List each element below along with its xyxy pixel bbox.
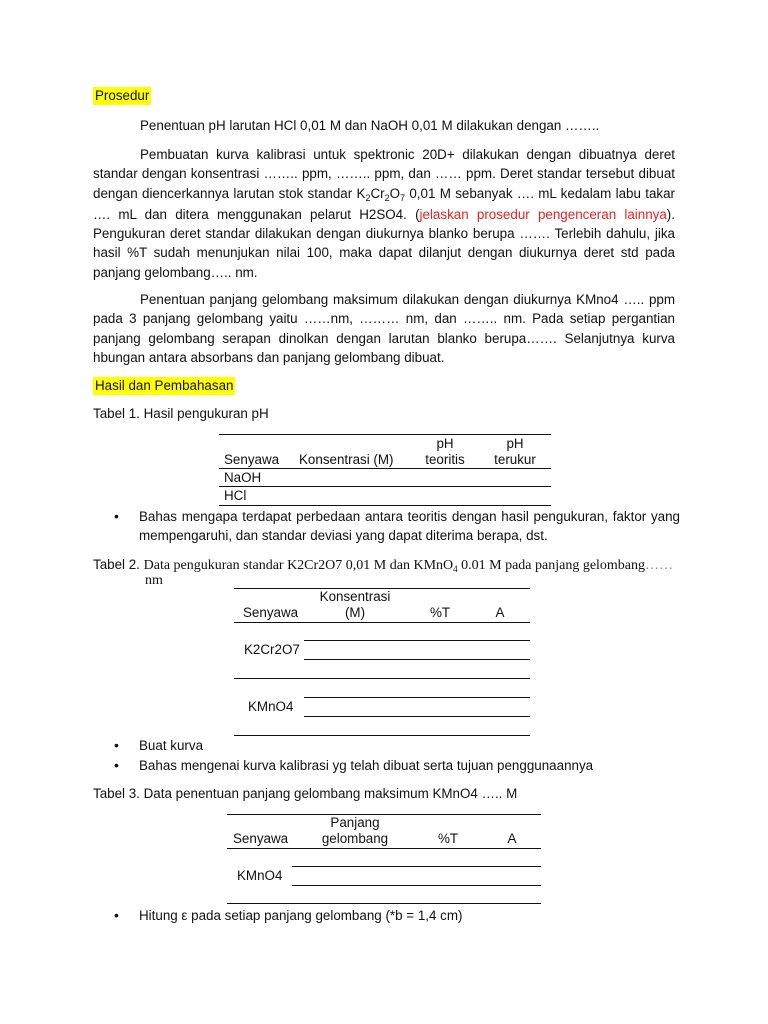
tabel1-row-hcl: HCl [224, 488, 247, 503]
tabel2-row-rule-4 [304, 716, 530, 717]
bullet-dot: • [114, 737, 119, 753]
tabel2-header-a: A [495, 605, 505, 620]
tabel3-row-kmno4: KMnO4 [237, 868, 283, 883]
tabel3-row-rule-2 [292, 885, 541, 886]
tabel3-header-senyawa: Senyawa [233, 831, 289, 846]
tabel3-header-panjang: Panjang [330, 815, 380, 830]
tabel1-row-naoh: NaOH [224, 470, 262, 485]
tabel1-header-terukur: terukur [494, 452, 536, 467]
tabel2-header-m: (M) [344, 605, 366, 620]
tabel3-header-gelombang: gelombang [321, 831, 389, 846]
tabel1-top-rule [219, 434, 551, 435]
bullet-dot: • [114, 508, 119, 524]
tabel2-group-rule [234, 678, 530, 679]
tabel1-caption: Tabel 1. Hasil pengukuran pH [93, 406, 269, 421]
tabel2-caption: Tabel 2. Data pengukuran standar K2Cr2O7 0,01 M dan KMnO$_4$ 0.01 M pada panjang gelombang…… [93, 557, 674, 574]
bullet-perbedaan: • Bahas mengapa terdapat perbedaan antara teoritis dengan hasil pengukuran, faktor yang mempengaruhi, dan standar deviasi yang dapat diterima berapa, dst. [114, 508, 680, 544]
tabel3-row-rule-1 [292, 866, 541, 867]
tabel2-header-rule [234, 622, 530, 623]
paragraph-kalibrasi: Pembuatan kurva kalibrasi untuk spektronic 20D+ dilakukan dengan dibuatnya deret standar dengan konsentrasi …….. ppm, …….. ppm, dan …… ppm. Deret standar tersebut dibuat dengan diencerkannya larutan stok standar $K_2Cr_2O_7$ 0,01 M sebanyak …. mL kedalam labu takar …. mL dan ditera menggunakan pelarut H2SO4. (jelaskan prosedur pengenceran lainnya). Pengukuran deret standar dilakukan dengan diukurnya blanko berupa ……. Terlebih dahulu, jika hasil %T sudah menunjukan nilai 100, maka dapat dilanjut dengan diukurnya deret std pada panjang gelombang….. nm. [93, 147, 675, 280]
bullet-hitung-epsilon: • Hitung ε pada setiap panjang gelombang (*b = 1,4 cm) [114, 906, 680, 926]
bullet-buat-kurva: • Buat kurva [114, 736, 680, 756]
heading-hasil: Hasil dan Pembahasan [95, 378, 234, 393]
tabel2-header-senyawa: Senyawa [243, 605, 299, 620]
tabel3-header-a: A [507, 831, 517, 846]
paragraph-ph: Penentuan pH larutan HCl 0,01 M dan NaOH 0,01 M dilakukan dengan …….. [140, 118, 600, 133]
tabel2-row-rule-2 [304, 659, 530, 660]
heading-prosedur: Prosedur [95, 88, 150, 103]
tabel2-caption-nm: nm [145, 573, 163, 588]
tabel3-header-t: %T [437, 831, 459, 846]
tabel1-header-ph: pH [436, 436, 454, 451]
tabel1-header-rule [219, 468, 551, 469]
tabel1-bottom-rule [219, 505, 551, 506]
tabel2-header-konsentrasi: Konsentrasi [319, 589, 391, 604]
tabel1-header-teoritis: teoritis [425, 452, 465, 467]
tabel3-bottom-rule [227, 903, 541, 904]
tabel3-header-rule [227, 848, 541, 849]
tabel1-header-senyawa: Senyawa [224, 452, 280, 467]
tabel1-header-ph2: pH [506, 436, 524, 451]
tabel2-row-kmno4: KMnO4 [248, 699, 294, 714]
tabel1-row-rule [219, 486, 551, 487]
tabel2-row-rule-1 [304, 640, 530, 641]
bullet-dot: • [114, 757, 119, 773]
red-instruction: jelaskan prosedur pengenceran lainnya [419, 206, 667, 222]
bullet-bahas-kurva: • Bahas mengenai kurva kalibrasi yg telah dibuat serta tujuan penggunaannya [114, 756, 680, 776]
tabel1-header-konsentrasi: Konsentrasi (M) [299, 452, 394, 467]
tabel2-row-k2cr2o7: K2Cr2O7 [244, 642, 300, 657]
tabel2-row-rule-3 [304, 697, 530, 698]
tabel2-header-t: %T [429, 605, 451, 620]
paragraph-panjang-gelombang: Penentuan panjang gelombang maksimum dilakukan dengan diukurnya KMno4 ….. ppm pada 3 panjang gelombang yaitu ……nm, ……… nm, dan …….. nm. Pada setiap pergantian panjang gelombang serapan dinolkan dengan larutan blanko berupa……. Selanjutnya kurva hbungan antara absorbans dan panjang gelombang dibuat. [93, 292, 675, 365]
tabel3-caption: Tabel 3. Data penentuan panjang gelombang maksimum KMnO4 ….. M [93, 786, 518, 801]
bullet-dot: • [114, 907, 119, 923]
